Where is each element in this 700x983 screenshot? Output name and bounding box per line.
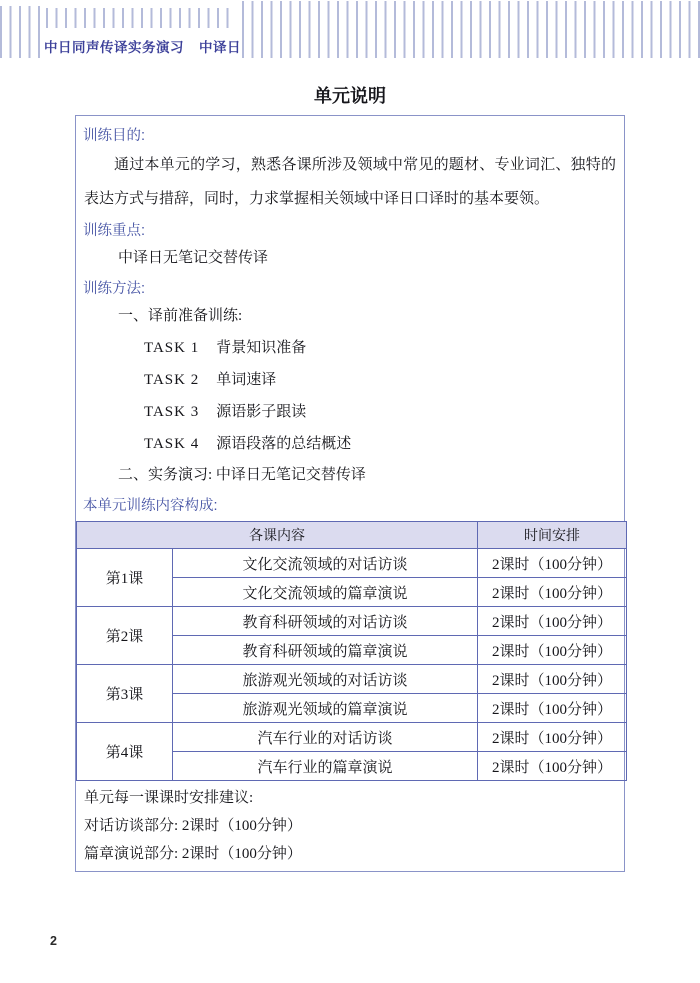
task-text-4: 源语段落的总结概述 xyxy=(216,436,352,452)
section-heading-methods: 训练方法: xyxy=(83,281,146,297)
section-heading-purpose: 训练目的: xyxy=(83,128,146,144)
time-cell: 2课时（100分钟） xyxy=(478,665,627,694)
time-cell: 2课时（100分钟） xyxy=(478,636,627,665)
time-cell: 2课时（100分钟） xyxy=(478,723,627,752)
page-header xyxy=(0,0,700,62)
section-heading-composition: 本单元训练内容构成: xyxy=(83,498,218,514)
content-cell: 文化交流领域的对话访谈 xyxy=(173,549,478,578)
schedule-note-line-1: 对话访谈部分: 2课时（100分钟） xyxy=(84,818,302,834)
task-line-3 xyxy=(84,396,616,428)
table-row xyxy=(77,723,627,752)
task-line-2 xyxy=(84,364,616,396)
content-cell: 汽车行业的对话访谈 xyxy=(173,723,478,752)
table-row xyxy=(77,665,627,694)
section-label: 中译日 xyxy=(199,40,241,55)
purpose-paragraph: 通过本单元的学习，熟悉各课所涉及领域中常见的题材、专业词汇、独特的表达方式与措辞，同时，力求掌握相关领域中译日口译时的基本要领。 xyxy=(84,157,616,207)
lesson-cell-2: 第2课 xyxy=(77,607,173,665)
content-cell: 旅游观光领域的篇章演说 xyxy=(173,694,478,723)
task-line-4 xyxy=(84,428,616,460)
time-cell: 2课时（100分钟） xyxy=(478,752,627,781)
task-label-2: TASK 2 xyxy=(144,372,200,388)
lesson-cell-4: 第4课 xyxy=(77,723,173,781)
section-heading-focus: 训练重点: xyxy=(83,223,146,239)
task-text-1: 背景知识准备 xyxy=(216,340,307,356)
unit-content-table xyxy=(76,521,627,781)
table-header-time: 时间安排 xyxy=(478,522,627,549)
content-cell: 汽车行业的篇章演说 xyxy=(173,752,478,781)
book-title: 中日同声传译实务演习 xyxy=(44,40,184,55)
lesson-cell-3: 第3课 xyxy=(77,665,173,723)
time-cell: 2课时（100分钟） xyxy=(478,694,627,723)
content-cell: 教育科研领域的篇章演说 xyxy=(173,636,478,665)
methods-step-2: 二、实务演习: 中译日无笔记交替传译 xyxy=(118,467,366,483)
task-label-4: TASK 4 xyxy=(144,436,200,452)
time-cell: 2课时（100分钟） xyxy=(478,578,627,607)
content-cell: 旅游观光领域的对话访谈 xyxy=(173,665,478,694)
running-head xyxy=(44,36,241,56)
table-row xyxy=(77,607,627,636)
page-number: 2 xyxy=(50,934,57,948)
task-label-1: TASK 1 xyxy=(144,340,200,356)
header-stripes-middle xyxy=(46,8,236,28)
lesson-cell-1: 第1课 xyxy=(77,549,173,607)
content-cell: 文化交流领域的篇章演说 xyxy=(173,578,478,607)
task-text-2: 单词速译 xyxy=(216,372,277,388)
table-row xyxy=(77,549,627,578)
unit-description-box xyxy=(75,115,625,872)
schedule-note-title: 单元每一课课时安排建议: xyxy=(84,790,254,806)
table-header-row xyxy=(77,522,627,549)
task-text-3: 源语影子跟读 xyxy=(216,404,307,420)
methods-step-1: 一、译前准备训练: xyxy=(118,308,243,324)
table-header-content: 各课内容 xyxy=(77,522,478,549)
header-stripes-right xyxy=(242,1,700,58)
schedule-note-line-2: 篇章演说部分: 2课时（100分钟） xyxy=(84,846,302,862)
content-cell: 教育科研领域的对话访谈 xyxy=(173,607,478,636)
task-line-1 xyxy=(84,332,616,364)
time-cell: 2课时（100分钟） xyxy=(478,607,627,636)
page-title: 单元说明 xyxy=(314,86,386,106)
time-cell: 2课时（100分钟） xyxy=(478,549,627,578)
focus-line: 中译日无笔记交替传译 xyxy=(118,250,269,266)
header-stripes-left xyxy=(0,6,42,58)
task-label-3: TASK 3 xyxy=(144,404,200,420)
